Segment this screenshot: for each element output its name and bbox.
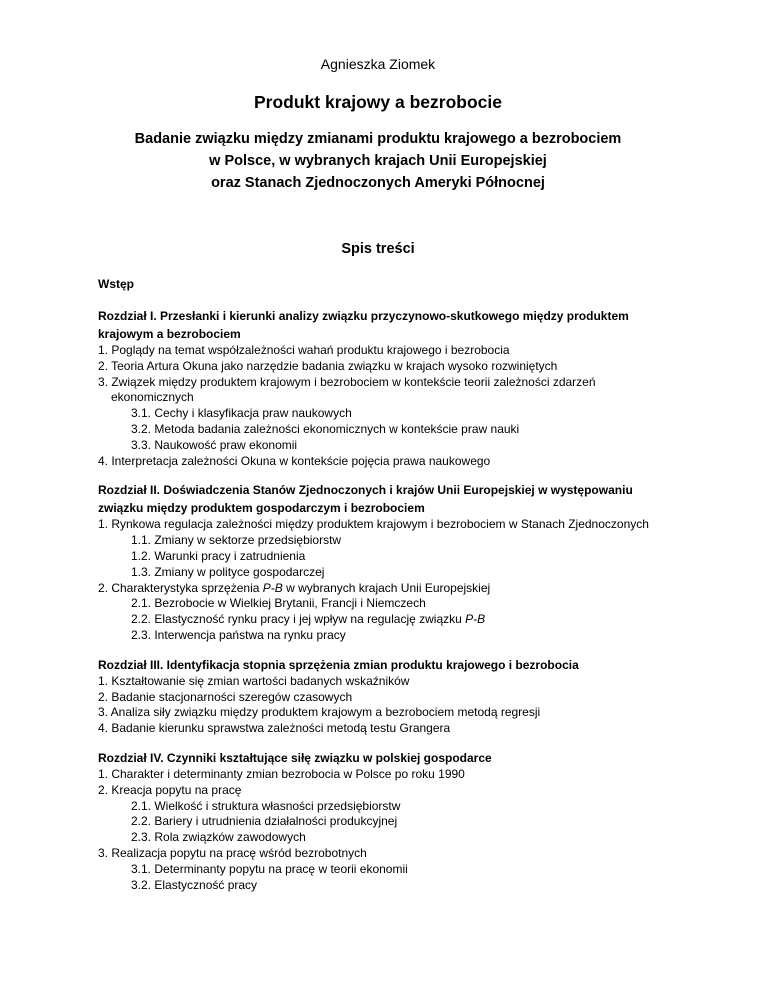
- toc-entry: 2.1. Wielkość i struktura własności przedsiębiorstw: [131, 798, 401, 813]
- toc-entry: 2. Badanie stacjonarności szeregów czasowych: [98, 689, 353, 704]
- toc-entry: 4. Interpretacja zależności Okuna w kontekście pojęcia prawa naukowego: [98, 453, 491, 468]
- toc-chapter: [98, 481, 658, 643]
- toc-chapter: [98, 749, 658, 893]
- toc-entry-italic: P-B: [262, 580, 283, 595]
- toc-entry: 2.1. Bezrobocie w Wielkiej Brytanii, Francji i Niemczech: [131, 596, 426, 611]
- toc-entry: 4. Badanie kierunku sprawstwa zależności metodą testu Grangera: [98, 721, 451, 736]
- toc-entry: 3.3. Naukowość praw ekonomii: [131, 437, 298, 452]
- toc-entry: 2.2. Bariery i utrudnienia działalności produkcyjnej: [131, 814, 398, 829]
- toc-entry: 1.2. Warunki pracy i zatrudnienia: [131, 548, 306, 563]
- chapter-title: Rozdział IV. Czynniki kształtujące siłę związku w polskiej gospodarce: [98, 750, 492, 765]
- chapter-title: Rozdział II. Doświadczenia Stanów Zjednoczonych i krajów Unii Europejskiej w występowaniu związku między produktem gospodarczym i bezrobociem: [98, 483, 633, 516]
- toc-entry: 1. Rynkowa regulacja zależności między produktem krajowym i bezrobociem w Stanach Zjednoczonych: [98, 517, 649, 532]
- book-title: Produkt krajowy a bezrobocie: [254, 92, 502, 112]
- subtitle-line: oraz Stanach Zjednoczonych Ameryki Północnej: [211, 175, 545, 191]
- toc-entry: 2.2. Elastyczność rynku pracy i jej wpływ na regulację związku P-B: [131, 612, 486, 627]
- toc-entry: 2.3. Rola związków zawodowych: [131, 830, 306, 845]
- toc-entry: 1. Poglądy na temat współzależności wahań produktu krajowego i bezrobocia: [98, 343, 510, 357]
- toc-entry: 2.3. Interwencja państwa na rynku pracy: [131, 627, 346, 642]
- author-name: Agnieszka Ziomek: [320, 56, 436, 72]
- toc-entry: 3. Realizacja popytu na pracę wśród bezrobotnych: [98, 845, 367, 860]
- toc-heading: Spis treści: [341, 241, 415, 257]
- subtitle-line: w Polsce, w wybranych krajach Unii Europejskiej: [209, 153, 547, 169]
- toc-entry: 3.1. Determinanty popytu na pracę w teorii ekonomii: [131, 861, 408, 876]
- toc-entry: 2. Charakterystyka sprzężenia P-B w wybranych krajach Unii Europejskiej: [98, 580, 491, 595]
- toc-entry: 1.3. Zmiany w polityce gospodarczej: [131, 564, 325, 579]
- toc-intro: Wstęp: [98, 277, 134, 291]
- chapter-title: Rozdział III. Identyfikacja stopnia sprzężenia zmian produktu krajowego i bezrobocia: [98, 657, 579, 672]
- toc-entry: 1.1. Zmiany w sektorze przedsiębiorstw: [131, 533, 342, 548]
- toc-entry-italic: P-B: [465, 612, 486, 627]
- toc-entry: 2. Teoria Artura Okuna jako narzędzie badania związku w krajach wysoko rozwiniętych: [98, 358, 558, 373]
- subtitle-line: Badanie związku między zmianami produktu krajowego a bezrobociem: [134, 131, 622, 147]
- toc-entry: 3. Analiza siły związku między produktem krajowym a bezrobociem metodą regresji: [98, 705, 541, 720]
- toc-entry: 3.2. Metoda badania zależności ekonomicznych w kontekście praw nauki: [131, 421, 520, 436]
- toc-chapters: [98, 307, 658, 893]
- toc-chapter: [98, 656, 658, 737]
- chapter-title: Rozdział I. Przesłanki i kierunki analizy związku przyczynowo-skutkowego między produktem krajowym a bezrobociem: [98, 309, 629, 341]
- toc-entry: 3. Związek między produktem krajowym i bezrobociem w kontekście teorii zależności zdarzeń ekonomicznych: [98, 374, 596, 405]
- toc-entry: 2. Kreacja popytu na pracę: [98, 782, 242, 797]
- toc-entry: 3.1. Cechy i klasyfikacja praw naukowych: [131, 406, 352, 421]
- toc-entry: 3.2. Elastyczność pracy: [131, 877, 258, 892]
- toc-entry: 1. Charakter i determinanty zmian bezrobocia w Polsce po roku 1990: [98, 766, 465, 781]
- toc-entry: 1. Kształtowanie się zmian wartości badanych wskaźników: [98, 673, 410, 688]
- book-subtitle: [98, 128, 658, 194]
- toc-chapter: [98, 307, 658, 469]
